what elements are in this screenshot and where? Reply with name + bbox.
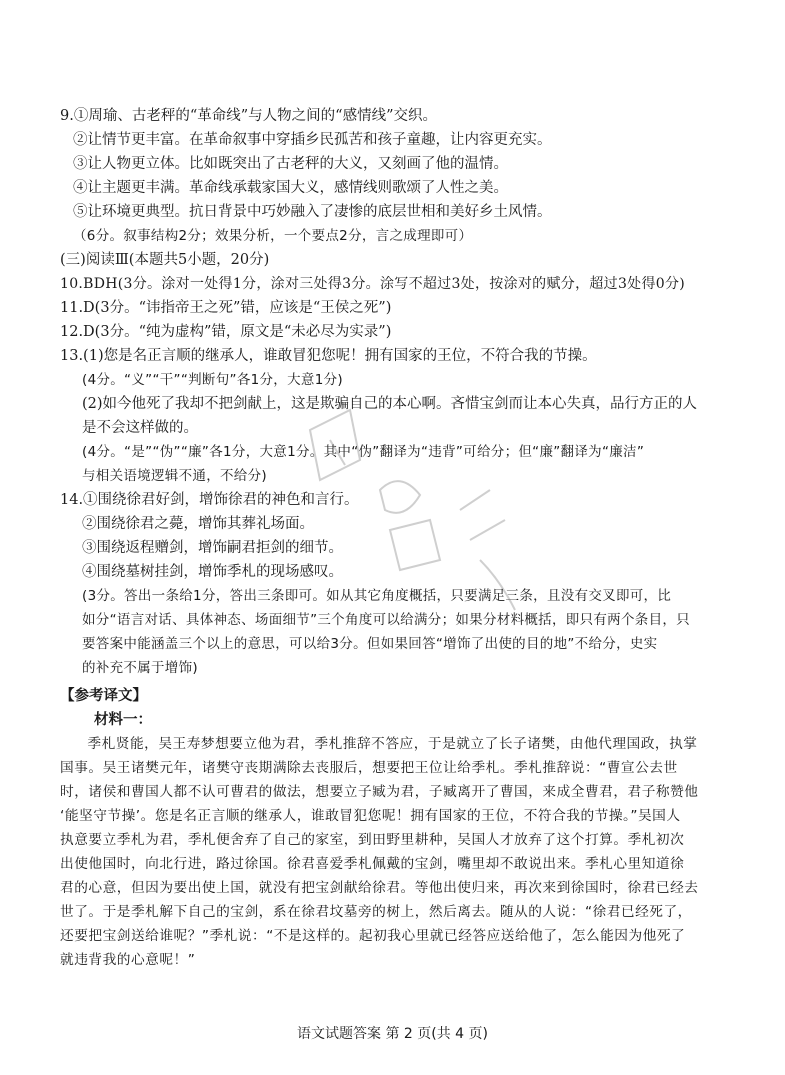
q13-translation-2-cont: 是不会这样做的。 (82, 420, 198, 436)
q14-answer (60, 488, 741, 680)
translation-line: ‘能坚守节操’。您是名正言顺的继承人，谁敢冒犯您呢！拥有国家的王位，不符合我的节操。”吴国人 (60, 808, 681, 824)
translation-line: 时，诸侯和曹国人都不认可曹君的做法，想要立子臧为君，子臧离开了曹国，来成全曹君，君子称赞他 (60, 784, 699, 800)
q9-line: ②让情节更丰富。在革命叙事中穿插乡民孤苦和孩子童趣，让内容更充实。 (73, 132, 552, 148)
q14-line: ④围绕墓树挂剑，增饰季札的现场感叹。 (82, 564, 343, 580)
reference-translation-heading: 【参考译文】 (60, 688, 147, 704)
reference-translation-body (60, 732, 741, 972)
translation-line: 君的心意，但因为要出使上国，就没有把宝剑献给徐君。等他出使归来，再次来到徐国时，徐君已经去 (60, 880, 699, 896)
q14-line: ③围绕返程赠剑，增饰嗣君拒剑的细节。 (82, 540, 343, 556)
translation-line: 执意要立季札为君，季札便舍弃了自己的家室，到田野里耕种，吴国人才放弃了这个打算。季札初次 (60, 832, 685, 848)
q14-line: ②围绕徐君之薨，增饰其葬礼场面。 (82, 516, 314, 532)
translation-line: 就违背我的心意呢！” (60, 952, 196, 968)
q13-scoring-note-2-cont: 与相关语境逻辑不通，不给分) (82, 468, 267, 484)
q14-scoring-note: 如分“语言对话、具体神态、场面细节”三个角度可以给满分；如果分材料概括，即只有两个条目，只 (82, 612, 690, 628)
q14-scoring-note: 要答案中能涵盖三个以上的意思，可以给3分。但如果回答“增饰了出使的目的地”不给分，史实 (82, 636, 658, 652)
q11-answer: 11.D(3分。“讳指帝王之死”错，应该是“王侯之死”) (60, 300, 392, 316)
q12-answer: 12.D(3分。“纯为虚构”错，原文是“未必尽为实录”) (60, 324, 392, 340)
q9-answer (60, 104, 741, 248)
q13-translation-1: 13.(1)您是名正言顺的继承人，谁敢冒犯您呢！拥有国家的王位，不符合我的节操。 (60, 348, 597, 364)
translation-line: 季札贤能，吴王寿梦想要立他为君，季札推辞不答应，于是就立了长子诸樊，由他代理国政，执掌 (87, 736, 698, 752)
material-label: 材料一： (94, 711, 152, 728)
translation-line: 国事。吴王诸樊元年，诸樊守丧期满除去丧服后，想要把王位让给季札。季札推辞说：“曹宣公去世 (60, 760, 678, 776)
page-footer: 语文试题答案 第 2 页(共 4 页) (297, 1026, 488, 1042)
q13-translation-2: (2)如今他死了我却不把剑献上，这是欺骗自己的本心啊。吝惜宝剑而让本心失真，品行方正的人 (82, 396, 698, 412)
translation-line: 还要把宝剑送给谁呢？”季札说：“不是这样的。起初我心里就已经答应送给他了，怎么能因为他死了 (60, 928, 686, 944)
q10-answer: 10.BDH(3分。涂对一处得1分，涂对三处得3分。涂写不超过3处，按涂对的赋分，超过3处得0分) (60, 276, 686, 292)
q9-line: ⑤让环境更典型。抗日背景中巧妙融入了凄惨的底层世相和美好乡土风情。 (73, 204, 552, 220)
translation-line: 出使他国时，向北行进，路过徐国。徐君喜爱季札佩戴的宝剑，嘴里却不敢说出来。季札心里知道徐 (60, 856, 685, 872)
q14-line: 14.①围绕徐君好剑，增饰徐君的神色和言行。 (60, 492, 359, 508)
q9-line: ④让主题更丰满。革命线承载家国大义，感情线则歌颂了人性之美。 (73, 180, 508, 196)
q13-answer (60, 344, 741, 488)
q13-scoring-note-2: (4分。“是”“伪”“廉”各1分，大意1分。其中“伪”翻译为“违背”可给分；但“廉”翻译为“廉洁” (82, 444, 645, 460)
q14-scoring-note: 的补充不属于增饰) (82, 660, 198, 676)
q9-line: 9.①周瑜、古老秤的“革命线”与人物之间的“感情线”交织。 (60, 108, 437, 124)
translation-line: 世了。于是季札解下自己的宝剑，系在徐君坟墓旁的树上，然后离去。随从的人说：“徐君已经死了， (60, 904, 692, 920)
q13-scoring-note-1: (4分。“义”“干”“判断句”各1分，大意1分) (82, 372, 343, 388)
section-heading: (三)阅读Ⅲ(本题共5小题，20分) (60, 252, 270, 268)
q9-scoring-note: （6分。叙事结构2分；效果分析，一个要点2分，言之成理即可） (73, 228, 473, 244)
q9-line: ③让人物更立体。比如既突出了古老秤的大义，又刻画了他的温情。 (73, 156, 508, 172)
q14-scoring-note: (3分。答出一条给1分，答出三条即可。如从其它角度概括，只要满足三条，且没有交叉即可，比 (82, 588, 672, 604)
